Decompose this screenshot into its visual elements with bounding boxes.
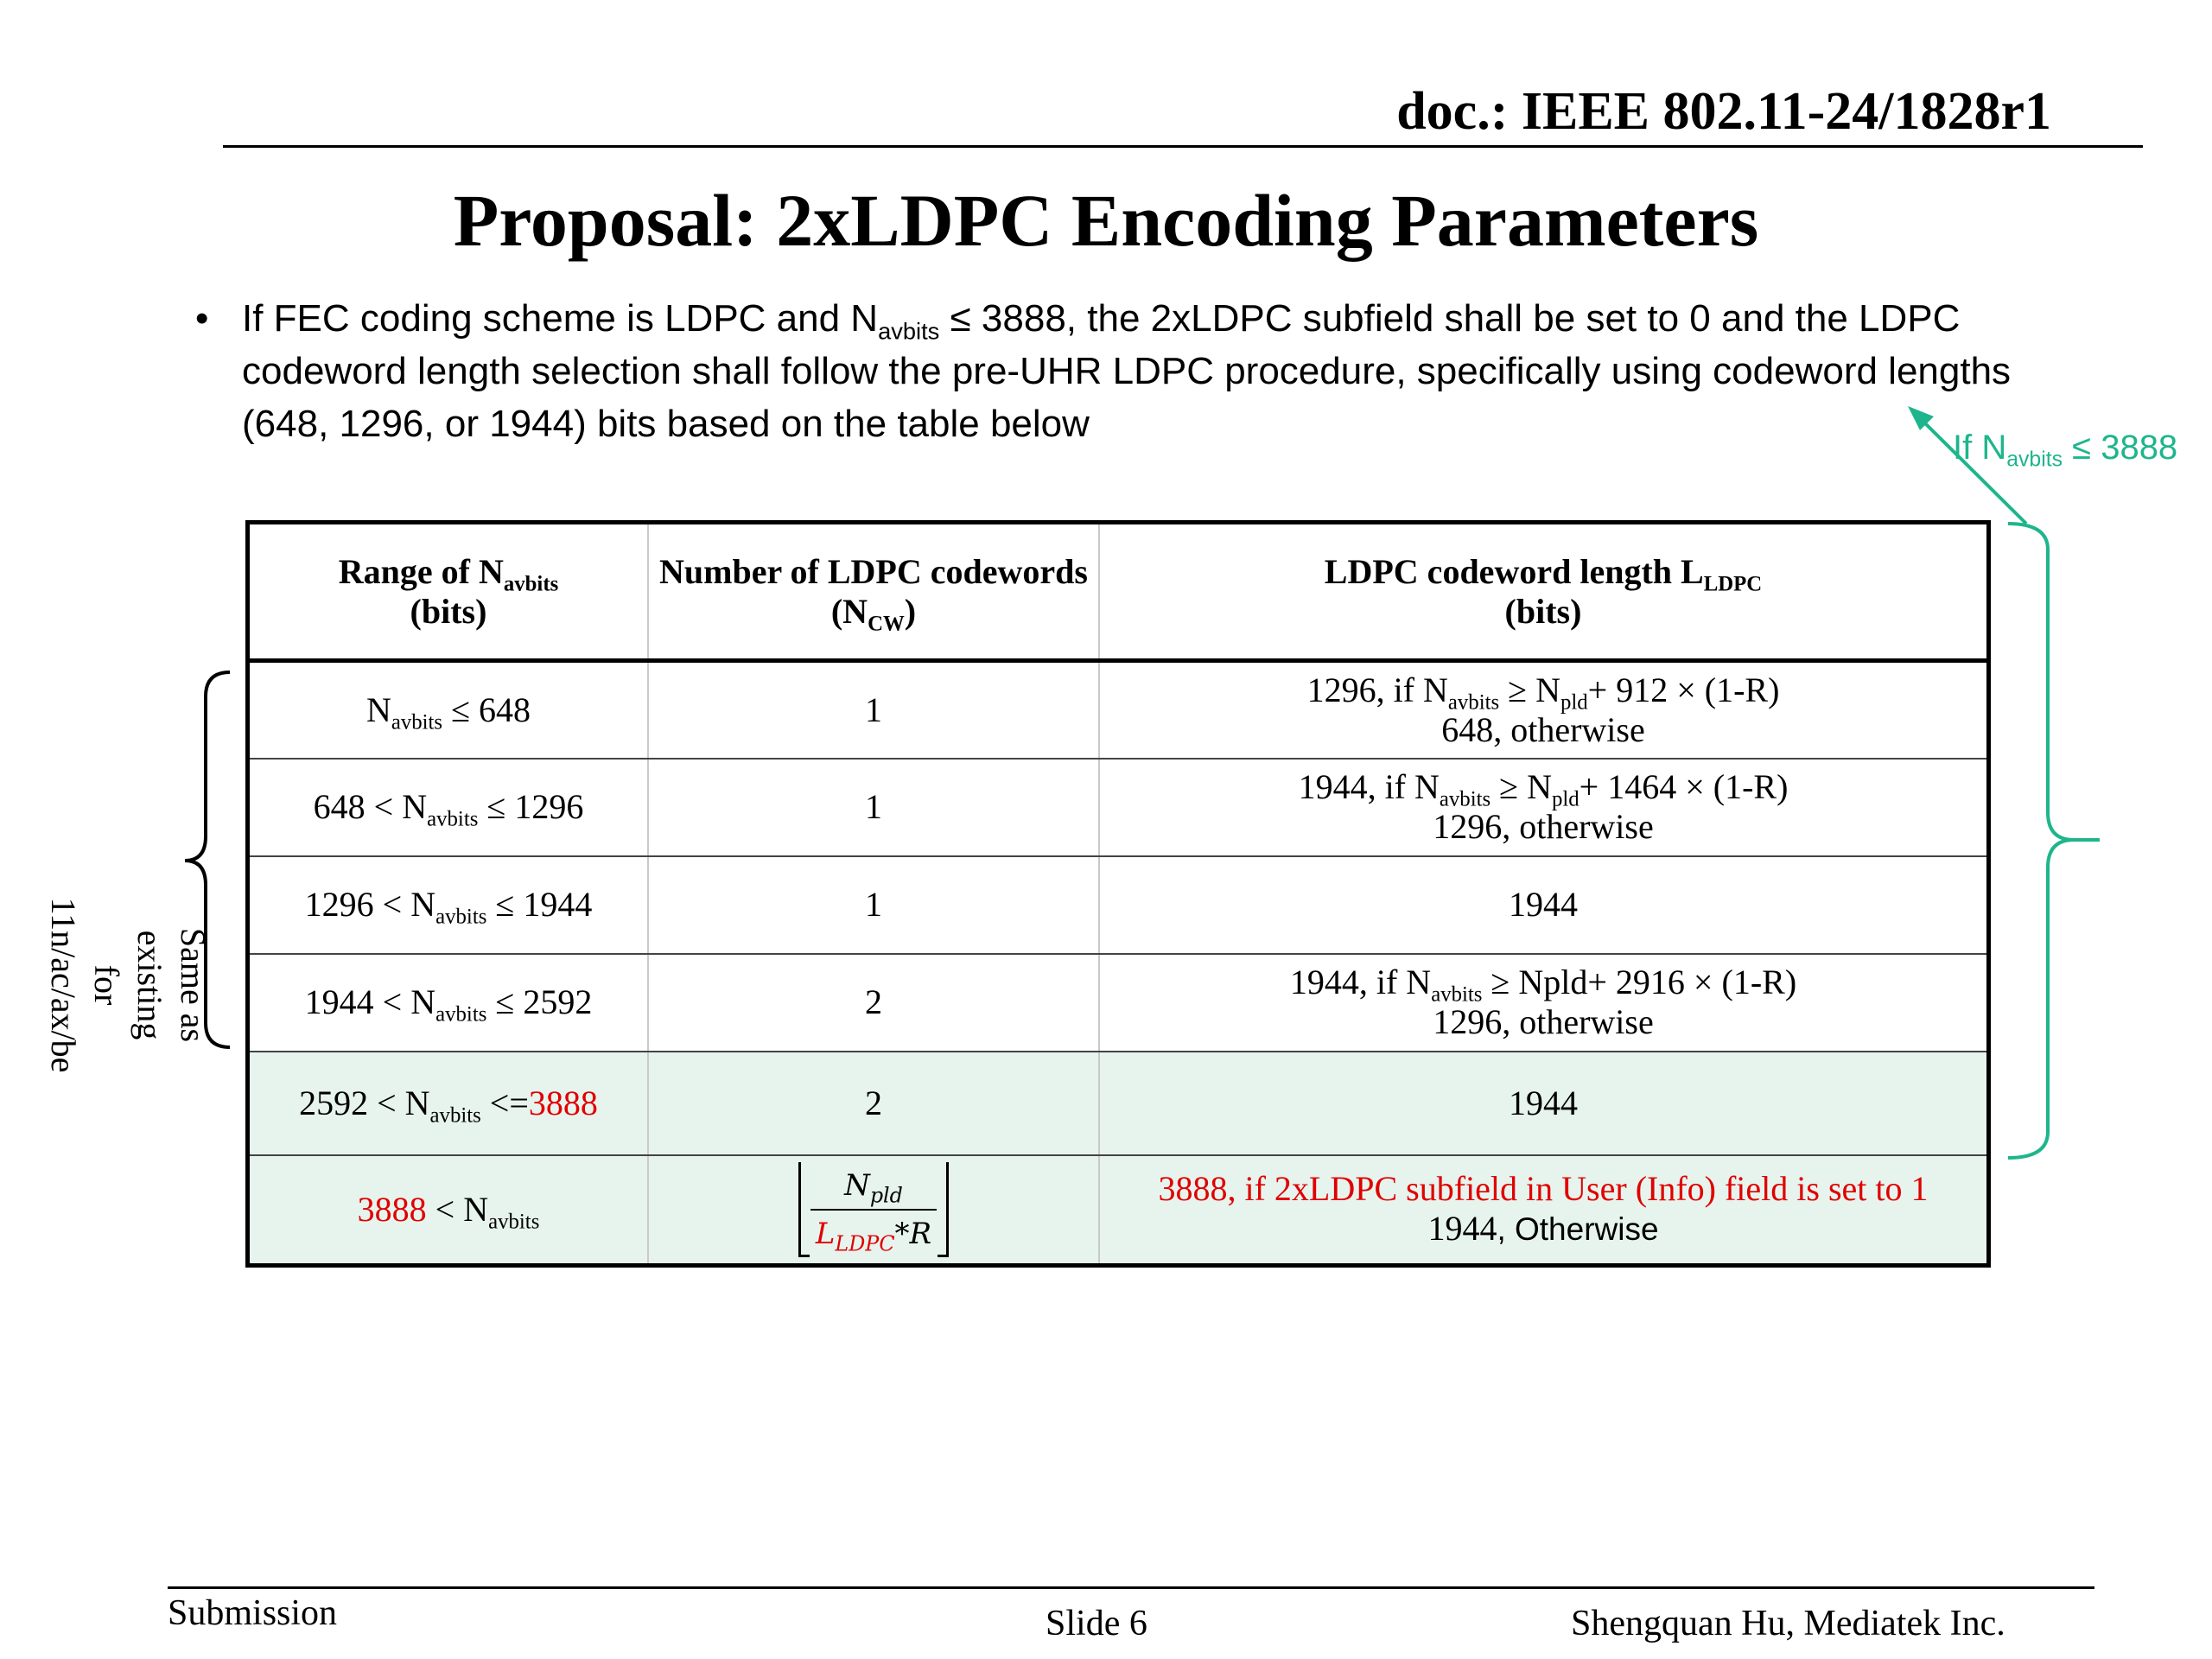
table-row [248, 759, 1989, 856]
table-header-row [248, 523, 1989, 661]
range-cell: $1296 < N_{avbits} \le 1944$ [248, 856, 649, 954]
range-cell: $2592 < N_{avbits} <=3888$ [248, 1052, 649, 1155]
header-num-codewords: Number of LDPC codewords $(N_{CW})$ [648, 523, 1099, 661]
ceiling-fraction [798, 1166, 949, 1254]
length-cell: 1944, if $N_{avbits} \ge N_{pld}+ 1464 \times (1-R)$ 1296, otherwise [1099, 759, 1989, 856]
ncw-cell: 1 [648, 856, 1099, 954]
length-cell: 3888, if 2xLDPC subfield in User (Info) field is set to 1 1944, Otherwise [1099, 1155, 1989, 1266]
footer-slide-number: Slide 6 [1046, 1604, 1147, 1643]
table-row-highlighted [248, 1155, 1989, 1266]
ncw-cell: 1 [648, 759, 1099, 856]
slide-title: Proposal: 2xLDPC Encoding Parameters [453, 179, 1759, 262]
length-cell: 1944 [1099, 1052, 1989, 1155]
range-cell: $1944 < N_{avbits} \le 2592$ [248, 954, 649, 1052]
length-cell: 1944 [1099, 856, 1989, 954]
ncw-cell: 1 [648, 661, 1099, 759]
length-cell: 1944, if $N_{avbits}$ ≥ Npld+ 2916 × (1-R) 1296, otherwise [1099, 954, 1989, 1052]
table-row [248, 661, 1989, 759]
header-range: Range of $N_{avbits}$ (bits) [248, 523, 649, 661]
fraction-denominator: $L_{LDPC}*R$ [815, 1216, 932, 1256]
annotation-label: If $N_{avbits} \le 3888$ [1953, 429, 2178, 472]
table-row [248, 954, 1989, 1052]
document-id: doc.: IEEE 802.11-24/1828r1 [1396, 82, 2051, 141]
fraction-numerator: $N_{pld}$ [810, 1166, 937, 1211]
length-cell: 1296, if $N_{avbits} \ge N_{pld}+ 912 \times (1-R)$ 648, otherwise [1099, 661, 1989, 759]
ldpc-parameters-table [245, 520, 1991, 1268]
annotation-arrow [1916, 415, 2026, 524]
table-row [248, 856, 1989, 954]
table-row-highlighted [248, 1052, 1989, 1155]
ncw-cell: 2 [648, 954, 1099, 1052]
right-brace-icon [2008, 524, 2100, 1158]
side-label: Same as existing for 11n/ac/ax/be [44, 897, 213, 1073]
ncw-cell: 2 [648, 1052, 1099, 1155]
ncw-formula-cell [648, 1155, 1099, 1266]
range-cell: $3888 < N_{avbits}$ [248, 1155, 649, 1266]
footer-rule [168, 1586, 2094, 1589]
range-cell: $648 < N_{avbits} \le 1296$ [248, 759, 649, 856]
header-codeword-length: LDPC codeword length $L_{LDPC}$ (bits) [1099, 523, 1989, 661]
footer-author: Shengquan Hu, Mediatek Inc. [1571, 1604, 2005, 1643]
bullet-dot-icon: • [195, 297, 209, 340]
bullet-text: If FEC coding scheme is LDPC and $N_{avbits} \le 3888$, the 2xLDPC subfield shall be set to 0 and the LDPC codeword length selection shall follow the pre-UHR LDPC procedure, specifically using codeword lengths (648, 1296, or 1944) bits based on the table below [242, 297, 2012, 445]
footer-submission: Submission [168, 1593, 338, 1633]
range-cell: $N_{avbits} \le 648$ [248, 661, 649, 759]
